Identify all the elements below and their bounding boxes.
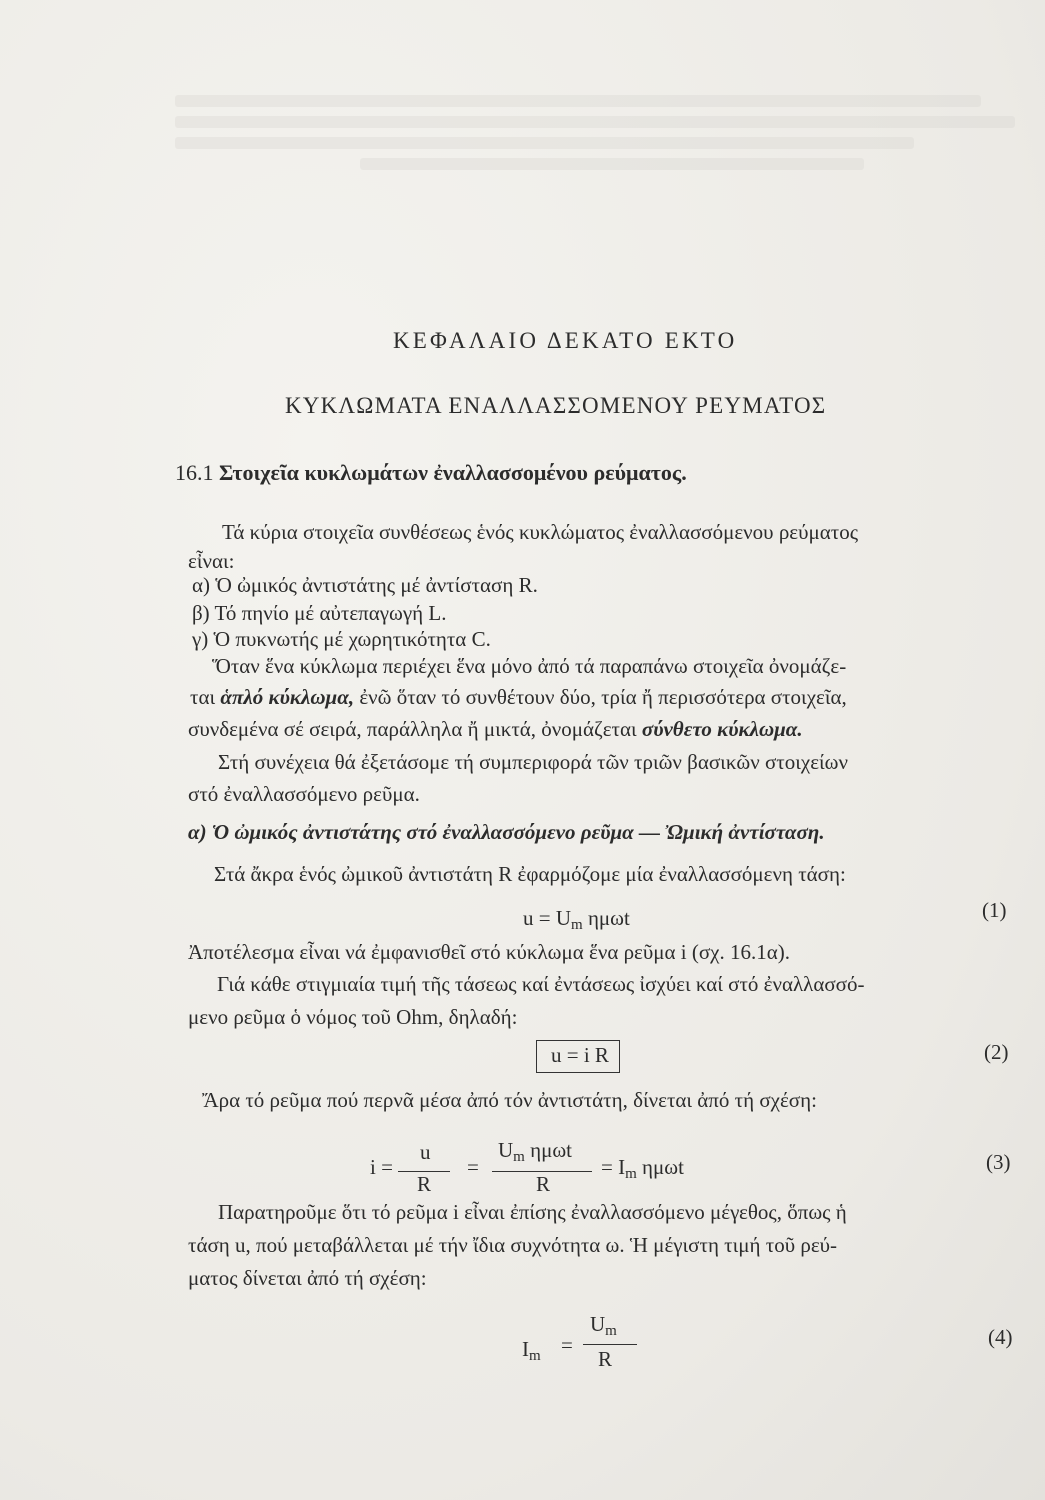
- para-observe-line-3: ματος δίνεται ἀπό τή σχέση:: [188, 1266, 427, 1290]
- equation-4-fraction-line: [583, 1344, 637, 1345]
- equation-1-number: (1): [982, 898, 1007, 922]
- bleed-through-text: [175, 95, 1015, 325]
- para-result: Ἀποτέλεσμα εἶναι νά ἐμφανισθεῖ στό κύκλωμα ἕνα ρεῦμα i (σχ. 16.1α).: [188, 940, 790, 964]
- para-current: Ἄρα τό ρεῦμα πού περνᾶ μέσα ἀπό τόν ἀντιστάτη, δίνεται ἀπό τή σχέση:: [202, 1088, 817, 1112]
- list-item-c: γ) Ὁ πυκνωτής μέ χωρητικότητα C.: [192, 627, 491, 651]
- equation-3-frac2-denominator: R: [536, 1172, 551, 1196]
- equation-4-number: (4): [988, 1325, 1013, 1349]
- equation-3-equals: =: [467, 1155, 479, 1179]
- para-next-line-2: στό ἐναλλασσόμενο ρεῦμα.: [188, 782, 420, 806]
- equation-3-frac2-numerator: $U_m$ ημωt: [498, 1138, 572, 1165]
- intro-line-1: Τά κύρια στοιχεῖα συνθέσεως ἑνός κυκλώματος ἐναλλασσόμενου ρεύματος: [222, 520, 859, 544]
- section-number: 16.1: [175, 460, 214, 485]
- intro-line-2: εἶναι:: [188, 549, 235, 573]
- equation-3-number: (3): [986, 1150, 1011, 1174]
- para-simple-line-3: συνδεμένα σέ σειρά, παράλληλα ἤ μικτά, ὀνομάζεται σύνθετο κύκλωμα.: [188, 717, 803, 741]
- term-composite-circuit: σύνθετο κύκλωμα.: [641, 717, 803, 741]
- equation-1: $u = U_m$ ημωt: [523, 906, 630, 933]
- equation-3-rhs: = $I_m$ ημωt: [601, 1155, 684, 1182]
- equation-3-lhs: i =: [370, 1155, 393, 1179]
- para-simple-line-1: Ὅταν ἕνα κύκλωμα περιέχει ἕνα μόνο ἀπό τά παραπάνω στοιχεῖα ὀνομάζε-: [212, 654, 847, 678]
- equation-2-boxed: u = i R: [536, 1040, 620, 1073]
- list-item-b: β) Τό πηνίο μέ αὐτεπαγωγή L.: [192, 601, 447, 625]
- chapter-heading: ΚΕΦΑΛΑΙΟ ΔΕΚΑΤΟ ΕΚΤΟ: [393, 328, 738, 353]
- chapter-title: ΚΥΚΛΩΜΑΤΑ ΕΝΑΛΛΑΣΣΟΜΕΝΟΥ ΡΕΥΜΑΤΟΣ: [285, 393, 827, 418]
- para-apply: Στά ἄκρα ἑνός ὠμικοῦ ἀντιστάτη R ἐφαρμόζομε μία ἐναλλασσόμενη τάση:: [214, 862, 846, 886]
- equation-4-lhs: $I_m$: [522, 1337, 541, 1364]
- para-ohm-line-1: Γιά κάθε στιγμιαία τιμή τῆς τάσεως καί ἐντάσεως ἰσχύει καί στό ἐναλλασσό-: [217, 972, 865, 996]
- para-observe-line-2: τάση u, πού μεταβάλλεται μέ τήν ἴδια συχνότητα ω. Ἡ μέγιστη τιμή τοῦ ρεύ-: [188, 1233, 838, 1257]
- equation-4-denominator: R: [598, 1347, 613, 1371]
- equation-4-numerator: $U_m$: [590, 1312, 617, 1339]
- equation-3-frac1-denominator: R: [417, 1172, 432, 1196]
- para-observe-line-1: Παρατηροῦμε ὅτι τό ρεῦμα i εἶναι ἐπίσης ἐναλλασσόμενο μέγεθος, ὅπως ἡ: [218, 1200, 847, 1224]
- term-simple-circuit: ἁπλό κύκλωμα,: [220, 685, 355, 709]
- subsection-heading: α) Ὁ ὠμικός ἀντιστάτης στό ἐναλλασσόμενο ρεῦμα — Ὠμική ἀντίσταση.: [188, 820, 825, 844]
- para-simple-line-2: ται ἁπλό κύκλωμα, ἐνῶ ὅταν τό συνθέτουν δύο, τρία ἤ περισσότερα στοιχεῖα,: [190, 685, 847, 709]
- para-ohm-line-2: μενο ρεῦμα ὁ νόμος τοῦ Ohm, δηλαδή:: [188, 1005, 518, 1029]
- equation-4-equals: =: [561, 1333, 573, 1357]
- list-item-a: α) Ὁ ὠμικός ἀντιστάτης μέ ἀντίσταση R.: [192, 573, 538, 597]
- equation-3-frac1-numerator: u: [420, 1140, 431, 1164]
- equation-2-number: (2): [984, 1040, 1009, 1064]
- section-title: Στοιχεῖα κυκλωμάτων ἐναλλασσομένου ρεύματος.: [219, 460, 687, 485]
- section-heading: [175, 460, 687, 486]
- para-next-line-1: Στή συνέχεια θά ἐξετάσομε τή συμπεριφορά τῶν τριῶν βασικῶν στοιχείων: [218, 750, 848, 774]
